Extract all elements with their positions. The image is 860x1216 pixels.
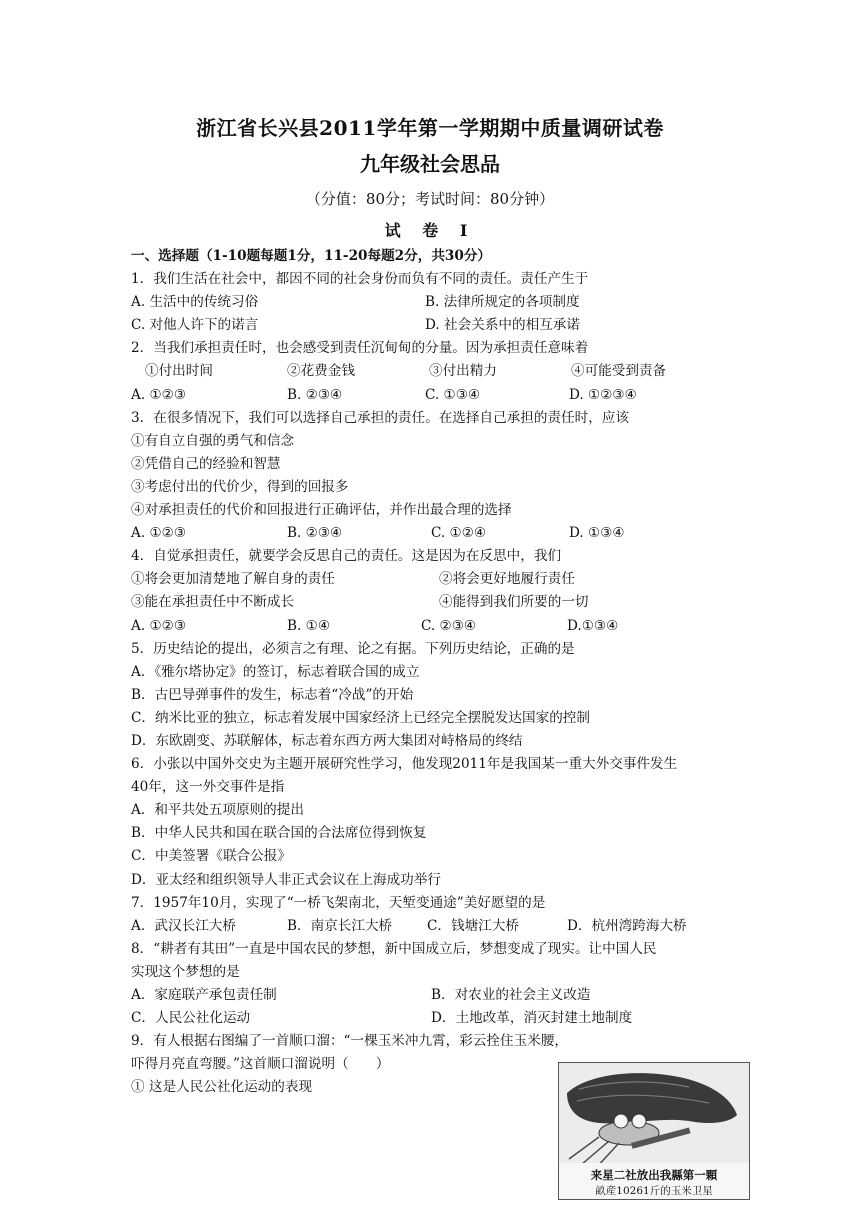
question-3-option-c: C. ①②④ [431,525,487,542]
question-7-option-a: A．武汉长江大桥 [131,917,236,934]
question-7-options [131,915,741,938]
question-8-option-d: D．土地改革，消灭封建土地制度 [431,1010,633,1027]
question-6-stem-line-1: 6．小张以中国外交史为主题开展研究性学习，他发现2011年是我国某一重大外交事件发生 [131,756,678,773]
question-4-item-1: ①将会更加清楚地了解自身的责任 [131,571,335,588]
question-7-stem: 7．1957年10月，实现了“一桥飞架南北，天堑变通途”美好愿望的是 [131,894,546,911]
exam-subject-title: 九年级社会思品 [360,152,500,176]
question-5-option-a: A．《雅尔塔协定》的签订，标志着联合国的成立 [131,663,420,680]
question-1-options-row-1 [131,291,741,314]
question-1-stem: 1．我们生活在社会中，都因不同的社会身份而负有不同的责任。责任产生于 [131,271,589,288]
exam-title: 浙江省长兴县2011学年第一学期期中质量调研试卷 [196,116,664,140]
question-2-item-3: ③付出精力 [429,363,497,380]
question-2-options [131,384,741,407]
question-8-stem-line-1: 8．“耕者有其田”一直是中国农民的梦想，新中国成立后，梦想变成了现实。让中国人民 [131,940,657,957]
question-3-option-a: A. ①②③ [131,525,187,542]
question-3-stem: 3．在很多情况下，我们可以选择自己承担的责任。在选择自己承担的责任时，应该 [131,409,630,426]
question-4-option-b: B. ①④ [287,617,331,634]
question-9-stem-line-2: 吓得月亮直弯腰。”这首顺口溜说明（ ） [131,1056,390,1073]
question-3-options [131,522,741,545]
question-4-option-a: A. ①②③ [131,617,187,634]
question-8-options-row-2 [131,1007,741,1030]
question-2-option-d: D. ①②③④ [569,386,637,403]
question-6-option-d: D．亚太经和组织领导人非正式会议在上海成功举行 [131,871,441,888]
section-heading: 一、选择题（1-10题每题1分，11-20每题2分，共30分） [131,248,492,264]
question-6-option-b: B．中华人民共和国在联合国的合法席位得到恢复 [131,825,427,842]
question-2-option-c: C. ①③④ [425,386,481,403]
question-5-option-d: D．东欧剧变、苏联解体，标志着东西方两大集团对峙格局的终结 [131,732,523,749]
question-4-item-3: ③能在承担责任中不断成长 [131,594,295,611]
question-3-item-4: ④对承担责任的代价和回报进行正确评估，并作出最合理的选择 [131,502,512,519]
question-3-option-b: B. ②③④ [287,525,343,542]
question-5-option-b: B．古巴导弹事件的发生，标志着“冷战”的开始 [131,686,414,703]
question-9-item-1: ① 这是人民公社化运动的表现 [131,1079,313,1096]
question-6-option-a: A．和平共处五项原则的提出 [131,802,304,819]
question-8-option-a: A．家庭联产承包责任制 [131,987,277,1003]
question-5-stem: 5．历史结论的提出，必须言之有理、论之有据。下列历史结论，正确的是 [131,640,575,657]
question-4-item-2: ②将会更好地履行责任 [439,571,575,588]
question-4-stem: 4．自觉承担责任，就要学会反思自己的责任。这是因为在反思中，我们 [131,548,562,565]
question-8-option-b: B．对农业的社会主义改造 [431,987,591,1003]
corn-satellite-cartoon [558,1062,750,1200]
question-2-item-1: ①付出时间 [145,363,213,380]
question-6-option-c: C．中美签署《联合公报》 [131,848,291,865]
question-8-option-c: C．人民公社化运动 [131,1010,251,1027]
question-2-stem: 2．当我们承担责任时，也会感受到责任沉甸甸的分量。因为承担责任意味着 [131,340,589,357]
question-4-item-4: ④能得到我们所要的一切 [439,594,589,611]
question-3-item-3: ③考虑付出的代价少，得到的回报多 [131,478,349,495]
cartoon-caption-1: 来星二社放出我縣第一顆 [590,1168,718,1182]
question-1-option-a: A. 生活中的传统习俗 [131,294,259,311]
questions-body [131,245,741,1099]
question-9-stem-line-1: 9．有人根据右图编了一首顺口溜：“一棵玉米冲九霄，彩云拴住玉米腰， [131,1033,569,1050]
question-4-options [131,615,741,638]
question-8-options-row-1 [131,984,741,1007]
question-2-item-2: ②花费金钱 [287,363,355,380]
question-3-item-1: ①有自立自强的勇气和信念 [131,432,295,449]
question-2-item-4: ④可能受到责备 [571,363,667,380]
question-5-option-c: C．纳米比亚的独立，标志着发展中国家经济上已经完全摆脱发达国家的控制 [131,709,590,726]
question-3-option-d: D. ①③④ [569,525,625,542]
question-2-items [131,360,741,383]
question-4-option-c: C. ②③④ [421,617,477,634]
question-8-stem-line-2: 实现这个梦想的是 [131,963,240,980]
question-2-option-a: A. ①②③ [131,386,187,403]
question-1-option-c: C. 对他人许下的诺言 [131,317,259,334]
question-1-options-row-2 [131,314,741,337]
question-4-items-row-1 [131,568,741,591]
question-3-item-2: ②凭借自己的经验和智慧 [131,455,281,472]
paper-part-label: 试 卷 Ⅰ [384,221,476,240]
cartoon-caption-2: 畝産10261斤的玉米卫星 [595,1185,713,1197]
score-time-info: （分值：80分；考试时间：80分钟） [305,190,555,208]
question-7-option-d: D．杭州湾跨海大桥 [567,917,687,934]
question-2-option-b: B. ②③④ [287,386,343,403]
question-4-items-row-2 [131,591,741,614]
question-4-option-d: D.①③④ [567,617,619,634]
question-6-stem-line-2: 40年，这一外交事件是指 [131,779,285,796]
question-7-option-b: B．南京长江大桥 [287,917,393,934]
question-7-option-c: C．钱塘江大桥 [427,917,519,934]
question-1-option-b: B. 法律所规定的各项制度 [425,294,580,311]
question-1-option-d: D. 社会关系中的相互承诺 [425,317,580,334]
